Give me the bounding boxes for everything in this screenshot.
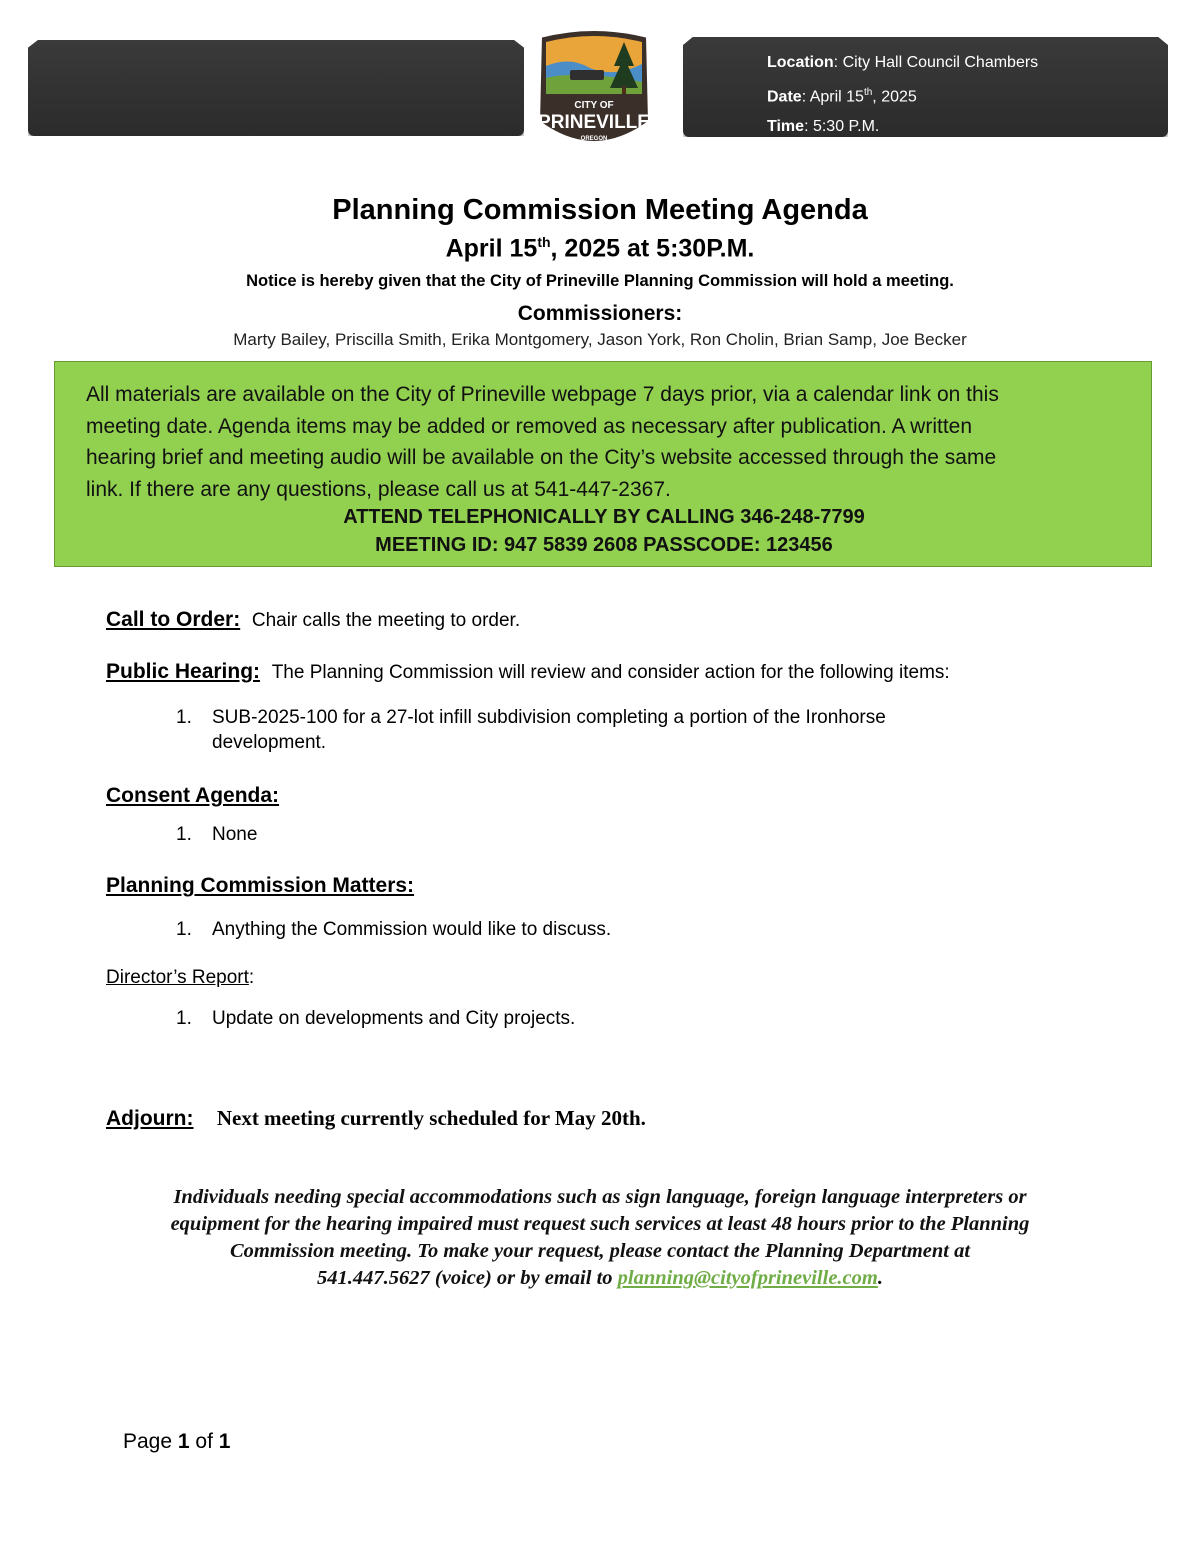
commission-matters [106, 874, 414, 898]
meeting-date: Date: April 15th, 2025 [767, 87, 917, 106]
commissioners-heading: Commissioners: [517, 302, 683, 325]
section-heading: Consent Agenda: [106, 784, 280, 807]
info-line: meeting date. Agenda items may be added or removed as necessary after publication. A written [86, 414, 973, 438]
list-item: 1. None [176, 824, 258, 845]
list-item: 1. SUB-2025-100 for a 27-lot infill subdivision completing a portion of the Ironhorse [176, 707, 886, 728]
accommodations-notice [100, 1184, 1100, 1292]
meeting-datetime: April 15th, 2025 at 5:30P.M. [445, 234, 755, 263]
list-item: 1. Anything the Commission would like to discuss. [176, 919, 612, 940]
section-heading: Call to Order: [106, 608, 241, 631]
info-box [54, 361, 1152, 567]
notice-line: equipment for the hearing impaired must request such services at least 48 hours prior to the Planning [170, 1213, 1030, 1235]
section-text: Chair calls the meeting to order. [251, 610, 521, 631]
meeting-info [767, 48, 1038, 142]
meeting-location: Location: City Hall Council Chambers [767, 54, 1039, 71]
list-item-continued: development. [212, 732, 327, 753]
logo-line1: CITY OF [574, 100, 614, 111]
info-line: link. If there are any questions, please call us at 541-447-2367. [86, 477, 671, 501]
adjourn [106, 1106, 646, 1131]
consent-agenda [106, 784, 279, 808]
section-heading: Adjourn: [106, 1107, 194, 1130]
page-title: Planning Commission Meeting Agenda [332, 194, 868, 226]
call-to-order [106, 608, 520, 632]
meeting-id-line: MEETING ID: 947 5839 2608 PASSCODE: 123456 [375, 534, 833, 556]
notice-line: Commission meeting. To make your request, please contact the Planning Department at [229, 1240, 971, 1262]
header-banner-left [28, 40, 524, 136]
info-text [86, 379, 1136, 505]
meeting-notice: Notice is hereby given that the City of Prineville Planning Commission will hold a meeting. [246, 272, 954, 290]
section-heading: Planning Commission Matters: [106, 874, 415, 897]
logo-line3: OREGON [580, 136, 608, 142]
logo-line2: PRINEVILLE [538, 112, 650, 133]
section-heading: Public Hearing: [106, 660, 261, 683]
email-link[interactable]: planning@cityofprineville.com [617, 1267, 878, 1289]
directors-report: Director’s Report: [106, 967, 255, 988]
city-logo [530, 26, 658, 156]
phone-line: ATTEND TELEPHONICALLY BY CALLING 346-248-7799 [343, 506, 865, 528]
info-line: All materials are available on the City of Prineville webpage 7 days prior, via a calendar link on this [86, 383, 999, 406]
section-heading: Director’s Report [106, 967, 249, 988]
commissioners-names: Marty Bailey, Priscilla Smith, Erika Montgomery, Jason York, Ron Cholin, Brian Samp, Joe Becker [233, 330, 967, 349]
section-text: Next meeting currently scheduled for May 20th. [216, 1106, 646, 1130]
list-item: 1. Update on developments and City projects. [176, 1008, 576, 1029]
public-hearing [106, 660, 950, 684]
meeting-time: Time: 5:30 P.M. [767, 118, 880, 136]
notice-line: 541.447.5627 (voice) or by email to planning@cityofprineville.com. [317, 1267, 883, 1289]
page-number: Page 1 of 1 [123, 1430, 231, 1453]
notice-line: Individuals needing special accommodations such as sign language, foreign language interpreters or [173, 1186, 1027, 1208]
info-line: hearing brief and meeting audio will be available on the City’s website accessed through the same [86, 446, 997, 469]
section-text: The Planning Commission will review and consider action for the following items: [271, 662, 950, 683]
